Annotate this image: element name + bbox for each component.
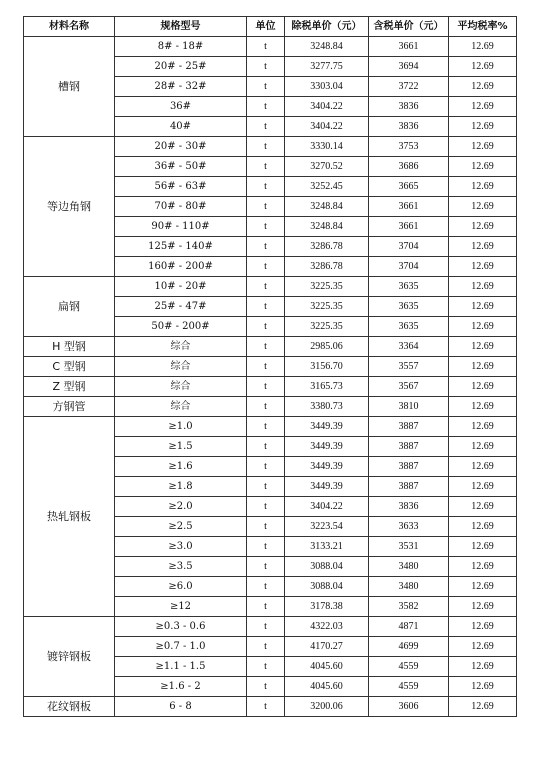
- price-inc-tax-cell: 3887: [369, 457, 449, 477]
- material-name-cell: 方钢管: [24, 397, 115, 417]
- price-inc-tax-cell: 3836: [369, 497, 449, 517]
- unit-cell: t: [247, 57, 285, 77]
- price-ex-tax-cell: 3248.84: [285, 197, 369, 217]
- spec-cell: ≥1.0: [115, 417, 247, 437]
- price-table-sheet: [23, 16, 516, 717]
- spec-cell: 综合: [115, 377, 247, 397]
- unit-cell: t: [247, 357, 285, 377]
- tax-rate-cell: 12.69: [449, 557, 517, 577]
- price-ex-tax-cell: 3178.38: [285, 597, 369, 617]
- unit-cell: t: [247, 37, 285, 57]
- unit-cell: t: [247, 657, 285, 677]
- price-ex-tax-cell: 3088.04: [285, 557, 369, 577]
- spec-cell: ≥0.7 - 1.0: [115, 637, 247, 657]
- tax-rate-cell: 12.69: [449, 437, 517, 457]
- tax-rate-cell: 12.69: [449, 537, 517, 557]
- spec-cell: ≥1.8: [115, 477, 247, 497]
- table-row: [24, 417, 517, 437]
- price-ex-tax-cell: 4170.27: [285, 637, 369, 657]
- unit-cell: t: [247, 97, 285, 117]
- material-name-cell: 花纹钢板: [24, 697, 115, 717]
- table-body: [24, 37, 517, 717]
- price-ex-tax-cell: 3380.73: [285, 397, 369, 417]
- price-ex-tax-cell: 3404.22: [285, 117, 369, 137]
- material-name-cell: 镀锌钢板: [24, 617, 115, 697]
- header-avg-tax-rate: 平均税率%: [449, 17, 517, 37]
- unit-cell: t: [247, 177, 285, 197]
- tax-rate-cell: 12.69: [449, 617, 517, 637]
- price-ex-tax-cell: 3225.35: [285, 317, 369, 337]
- header-unit: 单位: [247, 17, 285, 37]
- price-inc-tax-cell: 3665: [369, 177, 449, 197]
- spec-cell: 90# - 110#: [115, 217, 247, 237]
- price-ex-tax-cell: 3449.39: [285, 417, 369, 437]
- spec-cell: 8# - 18#: [115, 37, 247, 57]
- material-name-cell: H 型钢: [24, 337, 115, 357]
- tax-rate-cell: 12.69: [449, 77, 517, 97]
- price-ex-tax-cell: 3165.73: [285, 377, 369, 397]
- spec-cell: 28# - 32#: [115, 77, 247, 97]
- unit-cell: t: [247, 437, 285, 457]
- tax-rate-cell: 12.69: [449, 377, 517, 397]
- price-inc-tax-cell: 3480: [369, 577, 449, 597]
- spec-cell: 70# - 80#: [115, 197, 247, 217]
- spec-cell: ≥1.5: [115, 437, 247, 457]
- price-inc-tax-cell: 3694: [369, 57, 449, 77]
- unit-cell: t: [247, 557, 285, 577]
- price-ex-tax-cell: 3156.70: [285, 357, 369, 377]
- table-row: [24, 37, 517, 57]
- material-name-cell: 等边角钢: [24, 137, 115, 277]
- spec-cell: 综合: [115, 337, 247, 357]
- price-inc-tax-cell: 3887: [369, 477, 449, 497]
- price-inc-tax-cell: 4871: [369, 617, 449, 637]
- spec-cell: 25# - 47#: [115, 297, 247, 317]
- spec-cell: ≥1.6 - 2: [115, 677, 247, 697]
- material-name-cell: 热轧钢板: [24, 417, 115, 617]
- tax-rate-cell: 12.69: [449, 197, 517, 217]
- spec-cell: ≥6.0: [115, 577, 247, 597]
- price-inc-tax-cell: 3722: [369, 77, 449, 97]
- table-row: [24, 277, 517, 297]
- price-inc-tax-cell: 3606: [369, 697, 449, 717]
- unit-cell: t: [247, 497, 285, 517]
- tax-rate-cell: 12.69: [449, 117, 517, 137]
- spec-cell: 40#: [115, 117, 247, 137]
- price-inc-tax-cell: 3810: [369, 397, 449, 417]
- spec-cell: 56# - 63#: [115, 177, 247, 197]
- price-ex-tax-cell: 3248.84: [285, 217, 369, 237]
- tax-rate-cell: 12.69: [449, 57, 517, 77]
- spec-cell: 综合: [115, 397, 247, 417]
- unit-cell: t: [247, 157, 285, 177]
- spec-cell: ≥0.3 - 0.6: [115, 617, 247, 637]
- spec-cell: 36# - 50#: [115, 157, 247, 177]
- spec-cell: ≥1.6: [115, 457, 247, 477]
- price-inc-tax-cell: 4559: [369, 677, 449, 697]
- spec-cell: 20# - 30#: [115, 137, 247, 157]
- unit-cell: t: [247, 377, 285, 397]
- price-ex-tax-cell: 3223.54: [285, 517, 369, 537]
- price-inc-tax-cell: 3661: [369, 197, 449, 217]
- price-ex-tax-cell: 3252.45: [285, 177, 369, 197]
- tax-rate-cell: 12.69: [449, 497, 517, 517]
- price-ex-tax-cell: 4322.03: [285, 617, 369, 637]
- unit-cell: t: [247, 577, 285, 597]
- price-ex-tax-cell: 3270.52: [285, 157, 369, 177]
- spec-cell: 160# - 200#: [115, 257, 247, 277]
- unit-cell: t: [247, 637, 285, 657]
- unit-cell: t: [247, 617, 285, 637]
- price-ex-tax-cell: 3248.84: [285, 37, 369, 57]
- price-ex-tax-cell: 3286.78: [285, 237, 369, 257]
- price-ex-tax-cell: 3449.39: [285, 477, 369, 497]
- unit-cell: t: [247, 517, 285, 537]
- price-inc-tax-cell: 3567: [369, 377, 449, 397]
- price-inc-tax-cell: 3582: [369, 597, 449, 617]
- price-ex-tax-cell: 3303.04: [285, 77, 369, 97]
- spec-cell: 20# - 25#: [115, 57, 247, 77]
- price-ex-tax-cell: 3404.22: [285, 497, 369, 517]
- tax-rate-cell: 12.69: [449, 697, 517, 717]
- unit-cell: t: [247, 117, 285, 137]
- spec-cell: ≥12: [115, 597, 247, 617]
- spec-cell: ≥2.5: [115, 517, 247, 537]
- tax-rate-cell: 12.69: [449, 357, 517, 377]
- spec-cell: ≥3.5: [115, 557, 247, 577]
- price-ex-tax-cell: 3286.78: [285, 257, 369, 277]
- tax-rate-cell: 12.69: [449, 37, 517, 57]
- unit-cell: t: [247, 297, 285, 317]
- price-inc-tax-cell: 3686: [369, 157, 449, 177]
- price-ex-tax-cell: 4045.60: [285, 677, 369, 697]
- spec-cell: ≥2.0: [115, 497, 247, 517]
- spec-cell: 综合: [115, 357, 247, 377]
- price-inc-tax-cell: 4559: [369, 657, 449, 677]
- unit-cell: t: [247, 317, 285, 337]
- tax-rate-cell: 12.69: [449, 137, 517, 157]
- tax-rate-cell: 12.69: [449, 337, 517, 357]
- unit-cell: t: [247, 457, 285, 477]
- tax-rate-cell: 12.69: [449, 237, 517, 257]
- price-inc-tax-cell: 3836: [369, 117, 449, 137]
- price-ex-tax-cell: 3133.21: [285, 537, 369, 557]
- price-inc-tax-cell: 3635: [369, 317, 449, 337]
- table-row: [24, 617, 517, 637]
- spec-cell: ≥1.1 - 1.5: [115, 657, 247, 677]
- unit-cell: t: [247, 597, 285, 617]
- unit-cell: t: [247, 477, 285, 497]
- table-row: [24, 337, 517, 357]
- material-name-cell: 槽钢: [24, 37, 115, 137]
- price-inc-tax-cell: 3704: [369, 257, 449, 277]
- unit-cell: t: [247, 137, 285, 157]
- tax-rate-cell: 12.69: [449, 177, 517, 197]
- header-price-inc-tax: 含税单价（元）: [369, 17, 449, 37]
- header-row: [24, 17, 517, 37]
- price-inc-tax-cell: 3753: [369, 137, 449, 157]
- spec-cell: 125# - 140#: [115, 237, 247, 257]
- spec-cell: 10# - 20#: [115, 277, 247, 297]
- unit-cell: t: [247, 277, 285, 297]
- tax-rate-cell: 12.69: [449, 217, 517, 237]
- price-inc-tax-cell: 3480: [369, 557, 449, 577]
- table-row: [24, 377, 517, 397]
- price-inc-tax-cell: 3633: [369, 517, 449, 537]
- spec-cell: ≥3.0: [115, 537, 247, 557]
- price-inc-tax-cell: 3364: [369, 337, 449, 357]
- price-inc-tax-cell: 3887: [369, 437, 449, 457]
- table-row: [24, 357, 517, 377]
- price-ex-tax-cell: 3225.35: [285, 297, 369, 317]
- table-row: [24, 697, 517, 717]
- price-ex-tax-cell: 3225.35: [285, 277, 369, 297]
- price-ex-tax-cell: 3449.39: [285, 457, 369, 477]
- tax-rate-cell: 12.69: [449, 157, 517, 177]
- tax-rate-cell: 12.69: [449, 637, 517, 657]
- tax-rate-cell: 12.69: [449, 677, 517, 697]
- price-ex-tax-cell: 3277.75: [285, 57, 369, 77]
- unit-cell: t: [247, 197, 285, 217]
- tax-rate-cell: 12.69: [449, 397, 517, 417]
- price-inc-tax-cell: 3531: [369, 537, 449, 557]
- unit-cell: t: [247, 397, 285, 417]
- unit-cell: t: [247, 237, 285, 257]
- unit-cell: t: [247, 257, 285, 277]
- unit-cell: t: [247, 77, 285, 97]
- price-ex-tax-cell: 3330.14: [285, 137, 369, 157]
- price-inc-tax-cell: 3836: [369, 97, 449, 117]
- price-ex-tax-cell: 3200.06: [285, 697, 369, 717]
- tax-rate-cell: 12.69: [449, 597, 517, 617]
- tax-rate-cell: 12.69: [449, 457, 517, 477]
- price-inc-tax-cell: 3635: [369, 297, 449, 317]
- price-inc-tax-cell: 3635: [369, 277, 449, 297]
- tax-rate-cell: 12.69: [449, 317, 517, 337]
- material-name-cell: 扁钢: [24, 277, 115, 337]
- material-name-cell: Z 型钢: [24, 377, 115, 397]
- price-inc-tax-cell: 3557: [369, 357, 449, 377]
- price-ex-tax-cell: 3088.04: [285, 577, 369, 597]
- tax-rate-cell: 12.69: [449, 297, 517, 317]
- price-ex-tax-cell: 3449.39: [285, 437, 369, 457]
- table-row: [24, 137, 517, 157]
- unit-cell: t: [247, 537, 285, 557]
- unit-cell: t: [247, 677, 285, 697]
- tax-rate-cell: 12.69: [449, 417, 517, 437]
- unit-cell: t: [247, 217, 285, 237]
- tax-rate-cell: 12.69: [449, 477, 517, 497]
- header-material: 材料名称: [24, 17, 115, 37]
- unit-cell: t: [247, 417, 285, 437]
- tax-rate-cell: 12.69: [449, 97, 517, 117]
- table-row: [24, 397, 517, 417]
- material-name-cell: C 型钢: [24, 357, 115, 377]
- price-inc-tax-cell: 3661: [369, 217, 449, 237]
- tax-rate-cell: 12.69: [449, 657, 517, 677]
- price-inc-tax-cell: 3704: [369, 237, 449, 257]
- price-ex-tax-cell: 2985.06: [285, 337, 369, 357]
- header-price-ex-tax: 除税单价（元）: [285, 17, 369, 37]
- tax-rate-cell: 12.69: [449, 517, 517, 537]
- price-inc-tax-cell: 3887: [369, 417, 449, 437]
- tax-rate-cell: 12.69: [449, 277, 517, 297]
- spec-cell: 50# - 200#: [115, 317, 247, 337]
- price-ex-tax-cell: 4045.60: [285, 657, 369, 677]
- spec-cell: 36#: [115, 97, 247, 117]
- header-spec: 规格型号: [115, 17, 247, 37]
- tax-rate-cell: 12.69: [449, 257, 517, 277]
- price-inc-tax-cell: 4699: [369, 637, 449, 657]
- steel-price-table: [23, 16, 517, 717]
- spec-cell: 6 - 8: [115, 697, 247, 717]
- tax-rate-cell: 12.69: [449, 577, 517, 597]
- price-ex-tax-cell: 3404.22: [285, 97, 369, 117]
- unit-cell: t: [247, 697, 285, 717]
- unit-cell: t: [247, 337, 285, 357]
- price-inc-tax-cell: 3661: [369, 37, 449, 57]
